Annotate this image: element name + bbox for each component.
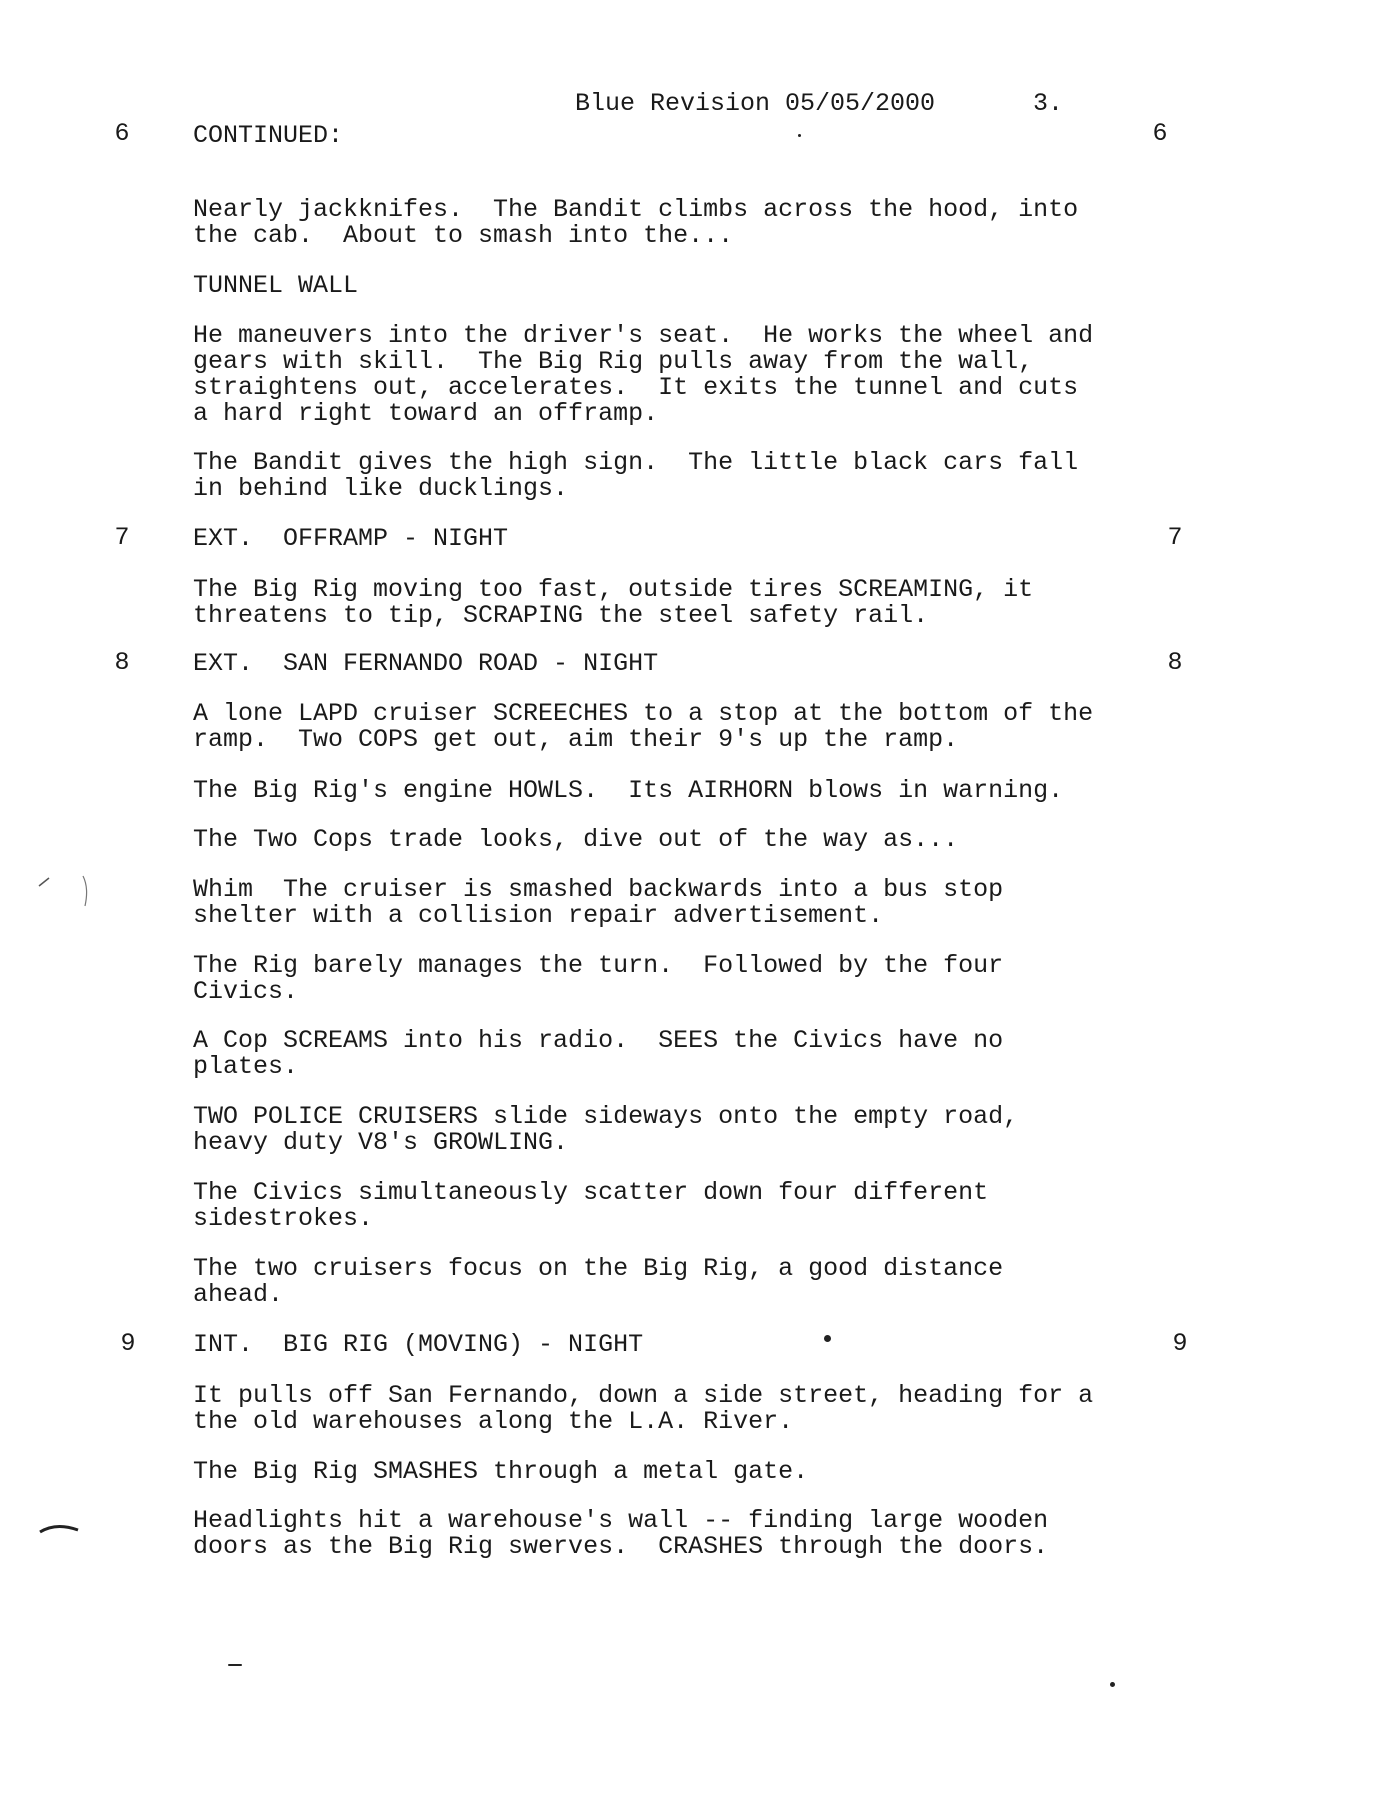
scan-speck [1110, 1682, 1115, 1687]
scene-heading: EXT. SAN FERNANDO ROAD - NIGHT [193, 649, 659, 678]
scene-number-right: 9 [1172, 1329, 1188, 1358]
action-paragraph: The Big Rig moving too fast, outside tires SCREAMING, it threatens to tip, SCRAPING the steel safety rail. [193, 575, 1034, 630]
action-paragraph: Whim The cruiser is smashed backwards into a bus stop shelter with a collision repair advertisement. [193, 875, 1004, 930]
action-paragraph: A lone LAPD cruiser SCREECHES to a stop at the bottom of the ramp. Two COPS get out, aim their 9's up the ramp. [193, 699, 1094, 754]
scene-number-right: 7 [1167, 523, 1183, 552]
scene-number-right: 6 [1152, 119, 1168, 148]
margin-mark-stroke [39, 878, 49, 886]
continued-label: CONTINUED: [193, 121, 344, 150]
scene-number-right: 8 [1167, 648, 1183, 677]
action-paragraph: The Civics simultaneously scatter down four different sidestrokes. [193, 1178, 989, 1233]
scan-speck [798, 134, 801, 137]
action-paragraph: The Two Cops trade looks, dive out of the way as... [193, 825, 959, 854]
scene-heading: INT. BIG RIG (MOVING) - NIGHT [193, 1330, 644, 1359]
revision-header: Blue Revision 05/05/2000 [575, 89, 936, 118]
scene-number-left: 9 [120, 1329, 136, 1358]
scene-heading: EXT. OFFRAMP - NIGHT [193, 524, 509, 553]
action-paragraph: A Cop SCREAMS into his radio. SEES the Civics have no plates. [193, 1026, 1004, 1081]
scene-number-left: 6 [114, 119, 130, 148]
action-paragraph: The two cruisers focus on the Big Rig, a good distance ahead. [193, 1254, 1004, 1309]
action-paragraph: TUNNEL WALL [193, 271, 359, 300]
action-paragraph: Nearly jackknifes. The Bandit climbs across the hood, into the cab. About to smash into the... [193, 195, 1079, 250]
margin-mark [38, 1520, 82, 1536]
action-paragraph: Headlights hit a warehouse's wall -- finding large wooden doors as the Big Rig swerves. CRASHES through the doors. [193, 1506, 1049, 1561]
action-paragraph: The Rig barely manages the turn. Followed by the four Civics. [193, 951, 1004, 1006]
action-paragraph: TWO POLICE CRUISERS slide sideways onto the empty road, heavy duty V8's GROWLING. [193, 1102, 1019, 1157]
action-paragraph: The Big Rig's engine HOWLS. Its AIRHORN blows in warning. [193, 776, 1064, 805]
margin-mark-stroke [40, 1526, 78, 1532]
scene-number-left: 7 [114, 523, 130, 552]
page-number: 3. [1033, 89, 1064, 118]
scene-number-left: 8 [114, 648, 130, 677]
margin-mark [35, 872, 95, 912]
scan-speck [824, 1335, 831, 1342]
scan-speck [228, 1664, 242, 1666]
action-paragraph: The Big Rig SMASHES through a metal gate. [193, 1457, 809, 1486]
margin-mark-stroke [83, 876, 87, 906]
action-paragraph: He maneuvers into the driver's seat. He works the wheel and gears with skill. The Big Rig pulls away from the wall, straightens out, accelerates. It exits the tunnel and cuts a hard right toward an offramp. [193, 321, 1094, 428]
action-paragraph: It pulls off San Fernando, down a side street, heading for a the old warehouses along the L.A. River. [193, 1381, 1094, 1436]
action-paragraph: The Bandit gives the high sign. The little black cars fall in behind like ducklings. [193, 448, 1079, 503]
